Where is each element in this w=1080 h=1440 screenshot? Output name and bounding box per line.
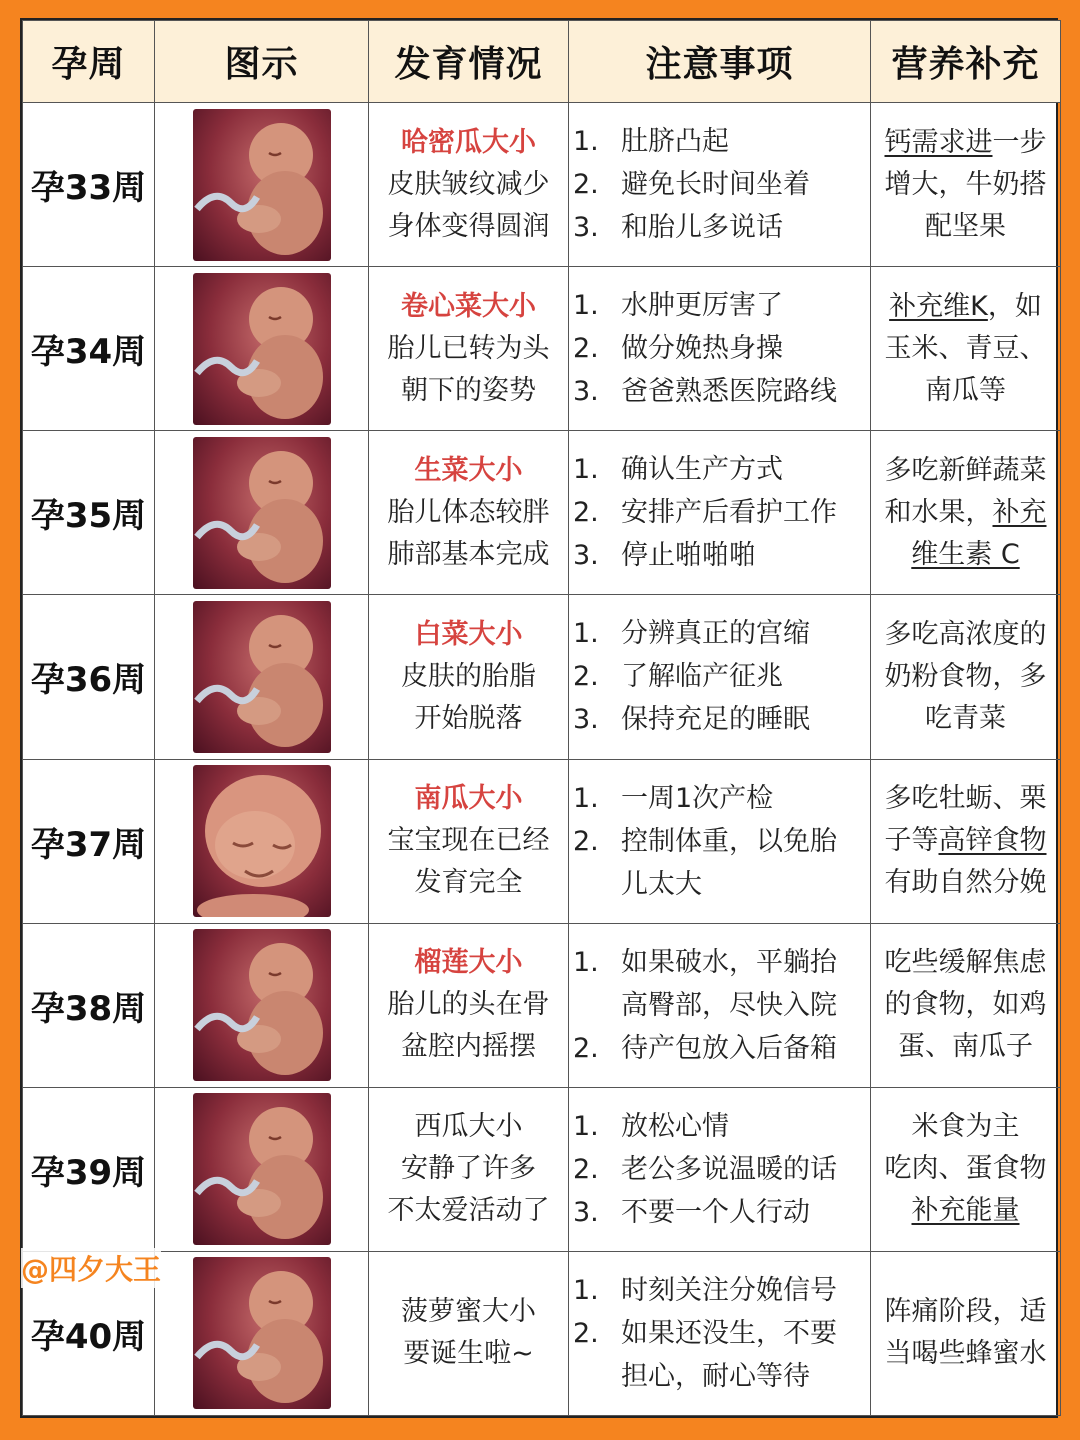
nutrition-text: 子等 [884,825,939,857]
note-number: 2. [573,825,599,857]
nutrition-text: 一步 [992,126,1047,158]
note-text: 待产包放入后备箱 [621,1032,837,1064]
note-item [573,491,870,534]
development-text: 胎儿已转为头 [387,332,550,364]
note-text: 老公多说温暖的话 [621,1153,837,1185]
nutrition-line [875,820,1056,862]
nutrition-text: 多吃新鲜蔬菜 [884,454,1047,486]
fetus-icon [193,601,331,753]
table-row [23,1251,1061,1415]
development-cell [369,923,569,1087]
illustration-cell [155,267,369,431]
development-text: 身体变得圆润 [387,210,550,242]
note-item [573,327,870,370]
pregnancy-table-card [20,18,1058,1418]
note-text: 爸爸熟悉医院路线 [621,376,837,408]
nutrition-text: 蛋、南瓜子 [898,1031,1033,1063]
note-number: 1. [573,126,599,158]
notes-cell [569,431,871,595]
fetus-icon [193,1093,331,1245]
illustration-cell [155,103,369,267]
fetus-face-icon [193,765,331,917]
note-item [573,1105,870,1148]
nutrition-highlight: 补充维K [889,290,988,322]
note-text: 控制体重，以免胎 [621,825,837,857]
header-nutrition: 营养补充 [871,21,1061,103]
note-number: 3. [573,540,599,572]
note-text: 安排产后看护工作 [621,497,837,529]
nutrition-text: ，如 [987,290,1042,322]
development-text: 开始脱落 [414,702,523,734]
note-text: 水肿更厉害了 [621,290,783,322]
notes-cell [569,1251,871,1415]
nutrition-line [875,778,1056,820]
fruit-size-label: 哈密瓜大小 [401,126,536,158]
nutrition-cell [871,267,1061,431]
table-row [23,431,1061,595]
development-text: 胎儿体态较胖 [387,496,550,528]
week-cell [23,431,155,595]
fruit-size-label: 西瓜大小 [414,1111,523,1143]
note-number: 3. [573,376,599,408]
nutrition-line [875,328,1056,370]
nutrition-line [875,1026,1056,1068]
nutrition-line [875,862,1056,904]
fruit-size-label: 榴莲大小 [414,947,523,979]
note-item [573,206,870,249]
nutrition-highlight: 高锌食物 [938,825,1047,857]
note-item [573,284,870,327]
week-cell [23,759,155,923]
fetus-icon [193,437,331,589]
nutrition-text: 阵痛阶段，适 [884,1296,1047,1328]
illustration-cell [155,595,369,759]
nutrition-line [875,1148,1056,1190]
note-number: 2. [573,497,599,529]
illustration-cell [155,1087,369,1251]
note-item [573,984,870,1027]
nutrition-cell [871,595,1061,759]
note-text: 了解临产征兆 [621,661,783,693]
note-item [573,1191,870,1234]
note-text: 一周1次产检 [621,782,774,814]
development-text: 盆腔内摇摆 [401,1031,536,1063]
development-text: 皮肤的胎脂 [401,660,536,692]
nutrition-line [875,1333,1056,1375]
nutrition-line [875,656,1056,698]
note-text: 不要一个人行动 [621,1196,810,1228]
development-text: 肺部基本完成 [387,538,550,570]
nutrition-cell [871,103,1061,267]
fetus-icon [193,273,331,425]
fetus-icon [193,929,331,1081]
note-text: 保持充足的睡眠 [621,704,810,736]
note-number: 2. [573,1153,599,1185]
development-cell [369,1087,569,1251]
nutrition-line [875,614,1056,656]
nutrition-line [875,370,1056,412]
week-label: 孕39周 [30,1152,147,1193]
table-row [23,923,1061,1087]
nutrition-cell [871,759,1061,923]
week-label: 孕34周 [30,332,147,373]
header-week: 孕周 [23,21,155,103]
pregnancy-week-table [22,20,1061,1416]
note-text: 担心，耐心等待 [621,1360,810,1392]
nutrition-line [875,492,1056,534]
note-item [573,1269,870,1312]
note-text: 和胎儿多说话 [621,212,783,244]
note-item [573,1355,870,1398]
note-item [573,698,870,741]
note-text: 确认生产方式 [621,454,783,486]
nutrition-text: 多吃牡蛎、栗 [884,783,1047,815]
development-cell [369,1251,569,1415]
nutrition-text: 奶粉食物，多 [884,660,1047,692]
nutrition-text: 吃肉、蛋食物 [884,1153,1047,1185]
nutrition-highlight: 钙需求 [884,126,966,158]
note-item [573,655,870,698]
note-item [573,448,870,491]
note-item [573,612,870,655]
note-number: 2. [573,661,599,693]
header-development: 发育情况 [369,21,569,103]
note-number: 3. [573,212,599,244]
note-text: 如果破水，平躺抬 [621,946,837,978]
nutrition-line [875,942,1056,984]
nutrition-highlight: 维生素 C [911,538,1020,570]
nutrition-line [875,206,1056,248]
development-text: 皮肤皱纹减少 [387,168,550,200]
fruit-size-label: 南瓜大小 [414,783,523,815]
nutrition-line [875,534,1056,576]
nutrition-line [875,286,1056,328]
note-number: 3. [573,704,599,736]
note-item [573,120,870,163]
nutrition-line [875,1106,1056,1148]
nutrition-line [875,698,1056,740]
development-cell [369,103,569,267]
nutrition-cell [871,1251,1061,1415]
nutrition-cell [871,923,1061,1087]
development-text: 要诞生啦~ [403,1338,534,1370]
table-row [23,267,1061,431]
development-text: 宝宝现在已经 [387,825,550,857]
note-item [573,1027,870,1070]
note-text: 时刻关注分娩信号 [621,1274,837,1306]
nutrition-text: 有助自然分娩 [884,867,1047,899]
week-label: 孕35周 [30,496,147,537]
illustration-cell [155,759,369,923]
notes-cell [569,923,871,1087]
fruit-size-label: 白菜大小 [414,618,523,650]
table-row [23,103,1061,267]
illustration-cell [155,923,369,1087]
nutrition-text: 增大，牛奶搭 [884,168,1047,200]
note-number: 2. [573,169,599,201]
notes-cell [569,103,871,267]
nutrition-cell [871,431,1061,595]
note-text: 高臀部，尽快入院 [621,989,837,1021]
nutrition-text: 吃些缓解焦虑 [884,947,1047,979]
note-item [573,941,870,984]
note-item [573,1148,870,1191]
development-cell [369,759,569,923]
note-number: 1. [573,1110,599,1142]
note-number: 1. [573,290,599,322]
nutrition-line [875,1291,1056,1333]
nutrition-text: 米食为主 [911,1111,1020,1143]
table-row [23,1087,1061,1251]
development-text: 发育完全 [414,867,523,899]
nutrition-text: 配坚果 [925,210,1006,242]
note-text: 儿太大 [621,868,702,900]
development-cell [369,267,569,431]
note-number: 1. [573,1274,599,1306]
note-text: 放松心情 [621,1110,729,1142]
note-number: 3. [573,1196,599,1228]
notes-cell [569,1087,871,1251]
notes-cell [569,595,871,759]
note-text: 避免长时间坐着 [621,169,810,201]
note-text: 做分娩热身操 [621,333,783,365]
note-item [573,370,870,413]
fruit-size-label: 菠萝蜜大小 [401,1296,536,1328]
nutrition-line [875,122,1056,164]
development-text: 朝下的姿势 [401,374,536,406]
nutrition-text: 的食物，如鸡 [884,989,1047,1021]
note-item [573,863,870,906]
fetus-icon [193,1257,331,1409]
nutrition-text: 当喝些蜂蜜水 [884,1338,1047,1370]
nutrition-text: 玉米、青豆、 [884,332,1047,364]
fetus-icon [193,109,331,261]
fruit-size-label: 生菜大小 [414,454,523,486]
development-cell [369,595,569,759]
note-text: 肚脐凸起 [621,126,729,158]
table-header-row [23,21,1061,103]
note-item [573,1312,870,1355]
week-label: 孕37周 [30,824,147,865]
nutrition-line [875,1190,1056,1232]
week-cell [23,103,155,267]
illustration-cell [155,1251,369,1415]
author-watermark: @四夕大王 [21,1248,161,1288]
nutrition-line [875,984,1056,1026]
week-label: 孕36周 [30,660,147,701]
note-item [573,777,870,820]
nutrition-highlight: 补充 [992,496,1047,528]
nutrition-cell [871,1087,1061,1251]
week-label: 孕38周 [30,988,147,1029]
development-text: 不太爱活动了 [387,1195,550,1227]
note-number: 2. [573,1317,599,1349]
week-cell [23,923,155,1087]
note-number: 2. [573,1032,599,1064]
note-number: 1. [573,454,599,486]
fruit-size-label: 卷心菜大小 [401,290,536,322]
illustration-cell [155,431,369,595]
note-number: 1. [573,946,599,978]
nutrition-highlight: 进 [965,126,993,158]
week-label: 孕40周 [30,1316,147,1357]
nutrition-line [875,450,1056,492]
note-text: 分辨真正的宫缩 [621,618,810,650]
nutrition-line [875,164,1056,206]
week-cell [21,1251,162,1415]
note-number: 1. [573,618,599,650]
week-cell [23,1087,155,1251]
note-text: 停止啪啪啪 [621,540,756,572]
development-text: 安静了许多 [401,1153,536,1185]
header-illustration: 图示 [155,21,369,103]
week-cell [23,267,155,431]
nutrition-text: 南瓜等 [925,374,1006,406]
nutrition-highlight: 补充能量 [911,1195,1020,1227]
header-notes: 注意事项 [569,21,871,103]
note-item [573,820,870,863]
nutrition-text: 和水果， [884,496,993,528]
development-text: 胎儿的头在骨 [387,989,550,1021]
notes-cell [569,759,871,923]
table-row [23,759,1061,923]
week-label: 孕33周 [30,168,147,209]
nutrition-text: 多吃高浓度的 [884,618,1047,650]
week-cell [23,595,155,759]
note-item [573,163,870,206]
nutrition-text: 吃青菜 [925,702,1006,734]
development-cell [369,431,569,595]
note-item [573,534,870,577]
note-number: 1. [573,782,599,814]
notes-cell [569,267,871,431]
note-number: 2. [573,333,599,365]
table-row [23,595,1061,759]
note-text: 如果还没生，不要 [621,1317,837,1349]
